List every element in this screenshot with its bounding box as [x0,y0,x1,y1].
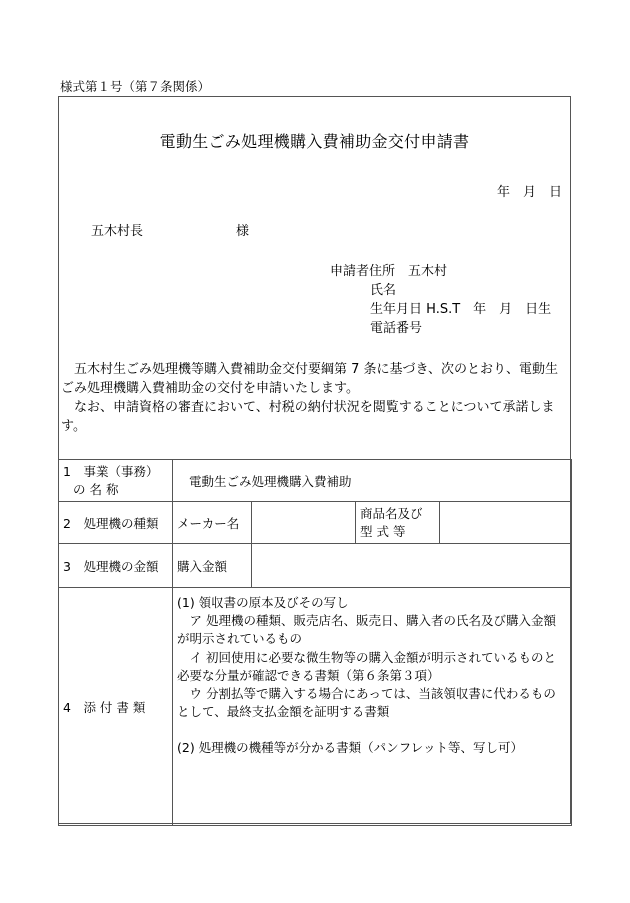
attachment-item-1u: ウ 分割払等で購入する場合にあっては、当該領収書に代わるものとして、最終支払金額を証明する書類 [177,686,556,720]
attachments-list [173,588,572,826]
applicant-name-row[interactable] [330,281,551,300]
product-input[interactable] [440,502,572,544]
details-table [58,459,572,826]
table-row [59,460,572,502]
product-label: 商品名及び 型 式 等 [356,502,440,544]
attachment-item-2: (2) 処理機の機種等が分かる書類（パンフレット等、写し可） [177,740,524,756]
project-name-label: 1 事業（事務） の 名 称 [59,460,173,502]
attachment-item-1i: イ 初回使用に必要な微生物等の購入金額が明示されているものと必要な分量が確認できる書類（第６条第３項） [177,649,556,683]
applicant-address-row[interactable] [330,262,551,281]
body-paragraph-1: 五木村生ごみ処理機等購入費補助金交付要綱第 7 条に基づき、次のとおり、電動生ごみ処理機購入費補助金の交付を申請いたします。 [61,362,559,396]
attachment-item-1a: ア 処理機の種類、販売店名、販売日、購入者の氏名及び購入金額が明示されているもの [177,613,556,647]
maker-label: メーカー名 [173,502,252,544]
applicant-birth-row[interactable] [330,300,551,319]
phone-label: 電話番号 [370,321,423,336]
birth-value: H.S.T 年 月 日生 [426,302,552,317]
attachments-label: 4 添 付 書 類 [59,588,173,826]
table-row [59,588,572,826]
amount-input[interactable] [252,544,572,588]
amount-label: 購入金額 [173,544,252,588]
applicant-phone-row[interactable] [330,319,551,338]
address-label: 申請者住所 [330,264,396,279]
table-row [59,544,572,588]
table-row [59,502,572,544]
address-value: 五木村 [408,264,448,279]
body-text [61,360,568,436]
project-name-value: 電動生ごみ処理機購入費補助 [173,460,572,502]
form-number-label: 様式第１号（第７条関係） [60,79,211,94]
applicant-block [330,262,551,338]
body-paragraph-2: なお、申請資格の審査において、村税の納付状況を閲覧することについて承諾します。 [61,400,555,434]
application-form [58,96,571,824]
date-field[interactable]: 年 月 日 [496,185,562,200]
name-label: 氏名 [370,283,397,298]
attachment-item-1: (1) 領収書の原本及びその写し [177,595,349,610]
maker-input[interactable] [252,502,356,544]
form-title: 電動生ごみ処理機購入費補助金交付申請書 [159,132,470,151]
addressee: 五木村長 [91,224,144,239]
machine-type-label: 2 処理機の種類 [59,502,173,544]
amount-row-label: 3 処理機の金額 [59,544,173,588]
birth-label: 生年月日 [370,302,423,317]
addressee-suffix: 様 [236,224,250,239]
